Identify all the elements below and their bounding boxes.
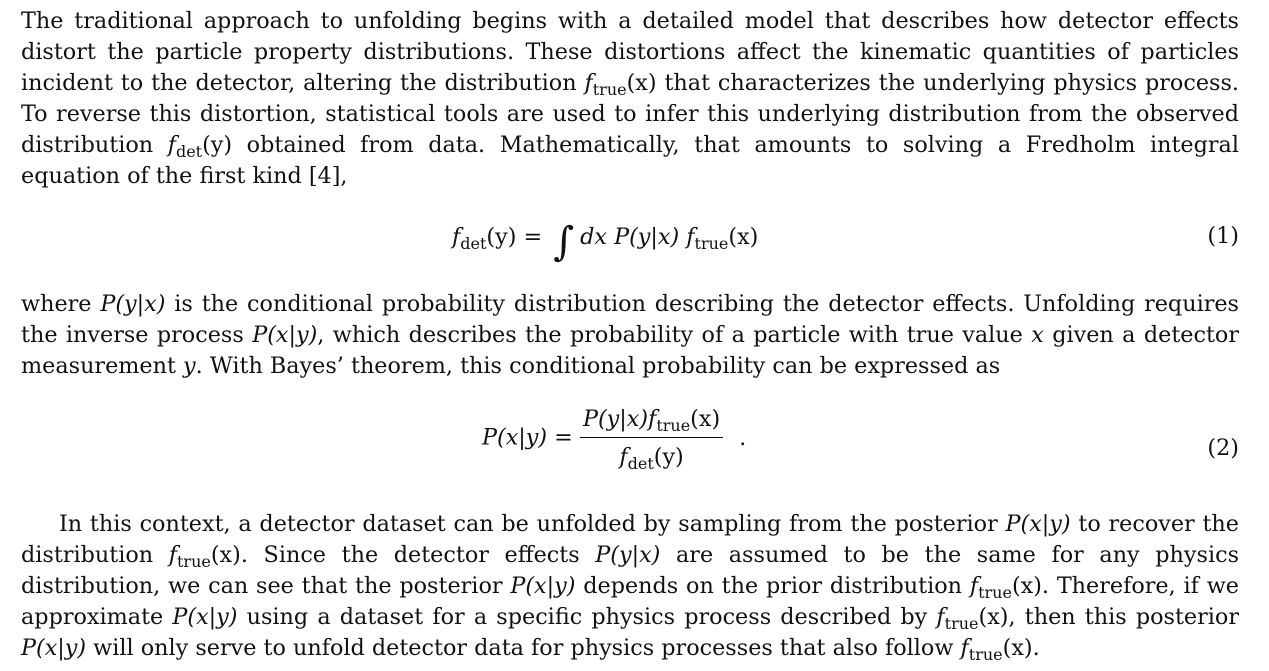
paragraph-2: where P(y|x) is the conditional probability distribution describing the detector effects. Unfolding requires the inverse process P(x|y), which describes the probability of a particle with true value x given a detector measurement y. With Bayes’ theorem, this conditional probability can be expressed as	[21, 291, 1240, 379]
equation-1-body: $f_{det}(y)$ = ∫ dx P(y|x) $f_{true}(x)$	[452, 219, 759, 265]
equation-2	[21, 382, 1239, 509]
equation-1-number: (1)	[1207, 223, 1239, 249]
paragraph-3: In this context, a detector dataset can be unfolded by sampling from the posterior P(x|y) to recover the distribution $f_{true}(x)$. Since the detector effects P(y|x) are assumed to be the same for any physics distribution, we can see that the posterior P(x|y) depends on the prior distribution $f_{true}(x)$. Therefore, if we approximate P(x|y) using a dataset for a specific physics process described by $f_{true}(x)$, then this posterior P(x|y) will only serve to unfold detector data for physics processes that also follow $f_{true}(x)$.	[21, 511, 1240, 664]
equation-1	[21, 192, 1239, 289]
math-f-true-x: $f_{true}(x)$	[584, 70, 657, 99]
equation-2-number: (2)	[1207, 435, 1239, 461]
fraction: $\frac{P(y|x)f_{true}(x)}{f_{det}(y)}$	[580, 404, 723, 472]
paper-page	[21, 6, 1239, 664]
paragraph-1: The traditional approach to unfolding begins with a detailed model that describes how detector effects distort the particle property distributions. These distortions affect the kinematic quantities of particles incident to the detector, altering the distribution $f_{true}(x)$ that characterizes the underlying physics process. To reverse this distortion, statistical tools are used to infer this underlying distribution from the observed distribution $f_{det}(y)$ obtained from data. Mathematically, that amounts to solving a Fredholm integral equation of the first kind [4],	[21, 8, 1240, 189]
math-f-det-y: $f_{det}(y)$	[167, 132, 233, 161]
equation-2-body: P(x|y) = $\frac{P(y|x)f_{true}(x)}{f_{det}(y)}$ .	[482, 406, 747, 473]
